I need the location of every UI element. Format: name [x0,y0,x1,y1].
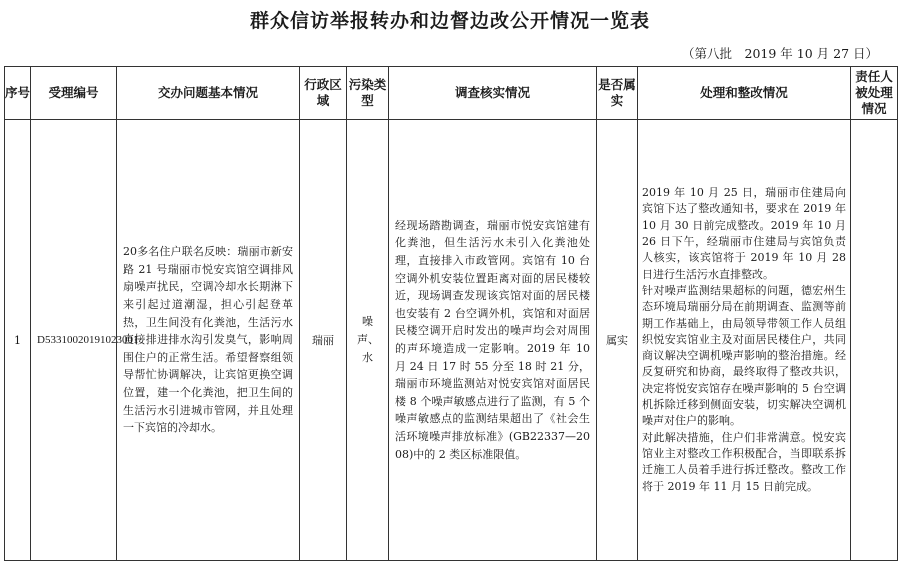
cell-investigation: 经现场踏勘调查，瑞丽市悦安宾馆建有化粪池，但生活污水未引入化粪池处理，直接排入市政管网。宾馆有 10 台空调外机安装位置距离对面的居民楼较近，现场调查发现该宾馆对面的居民楼也安装有 2 台空调外机，宾馆和对面居民楼空调开启时发出的噪声均会对周围的声环境造成一定影响。2019 年 10 月 24 日 17 时 55 分至 18 时 21 分，瑞丽市环境监测站对悦安宾馆对面居民楼 8 个噪声敏感点进行了监测，有 5 个噪声敏感点的监测结果超出了《社会生活环境噪声排放标准》(GB22337—2008)中的 2 类区标准限值。 [389,120,597,561]
cell-complaint: 20多名住户联名反映：瑞丽市新安路 21 号瑞丽市悦安宾馆空调排风扇噪声扰民，空调冷却水长期淋下来引起过道潮湿，担心引起登革热，卫生间没有化粪池，生活污水直接排进排水沟引发臭气，影响周围住户的正常生活。希望督察组领导帮忙协调解决，让宾馆更换空调位置，建一个化粪池，把卫生间的生活污水引进城市管网，并且处理一下宾馆的冷却水。 [117,120,300,561]
cell-verified: 属实 [597,120,638,561]
cell-case-id: D53310020191023001 [31,120,117,561]
cell-handling: 2019 年 10 月 25 日，瑞丽市住建局向宾馆下达了整改通知书，要求在 2019 年 10 月 30 日前完成整改。2019 年 10 月 26 日下午，经瑞丽市住建局与宾馆负责人核实，该宾馆将于 2019 年 10 月 28 日进行生活污水直排整改。 针对噪声监测结果超标的问题，德宏州生态环境局瑞丽分局在前期调查、监测等前期工作基础上，由局领导带领工作人员组织悦安宾馆业主及对面居民楼住户，共同商议解决空调机噪声影响的整治措施。经反复研究和协商，最终取得了整改共识，决定将悦安宾馆存在噪声影响的 5 台空调机拆除迁移到侧面安装，切实解决空调机噪声对住户的影响。 对此解决措施，住户们非常满意。悦安宾馆业主对整改工作积极配合，当即联系拆迁施工人员着手进行拆迁整改。整改工作将于 2019 年 11 月 15 日前完成。 [638,120,851,561]
col-header-pollution-type: 污染类型 [347,67,389,120]
col-header-index: 序号 [5,67,31,120]
cell-index: 1 [5,120,31,561]
col-header-case-id: 受理编号 [31,67,117,120]
col-header-verified: 是否属实 [597,67,638,120]
cell-region: 瑞丽 [300,120,347,561]
col-header-handling: 处理和整改情况 [638,67,851,120]
cell-responsible [851,120,898,561]
cell-pollution-type: 噪声、水 [347,120,389,561]
col-header-complaint: 交办问题基本情况 [117,67,300,120]
table-row [5,120,898,561]
col-header-investigation: 调查核实情况 [389,67,597,120]
col-header-region: 行政区域 [300,67,347,120]
page-title: 群众信访举报转办和边督边改公开情况一览表 [249,10,650,32]
table-header-row [5,67,898,120]
batch-date: （第八批 2019 年 10 月 27 日） [682,46,878,61]
complaint-table [4,66,898,561]
col-header-responsible: 责任人被处理情况 [851,67,898,120]
